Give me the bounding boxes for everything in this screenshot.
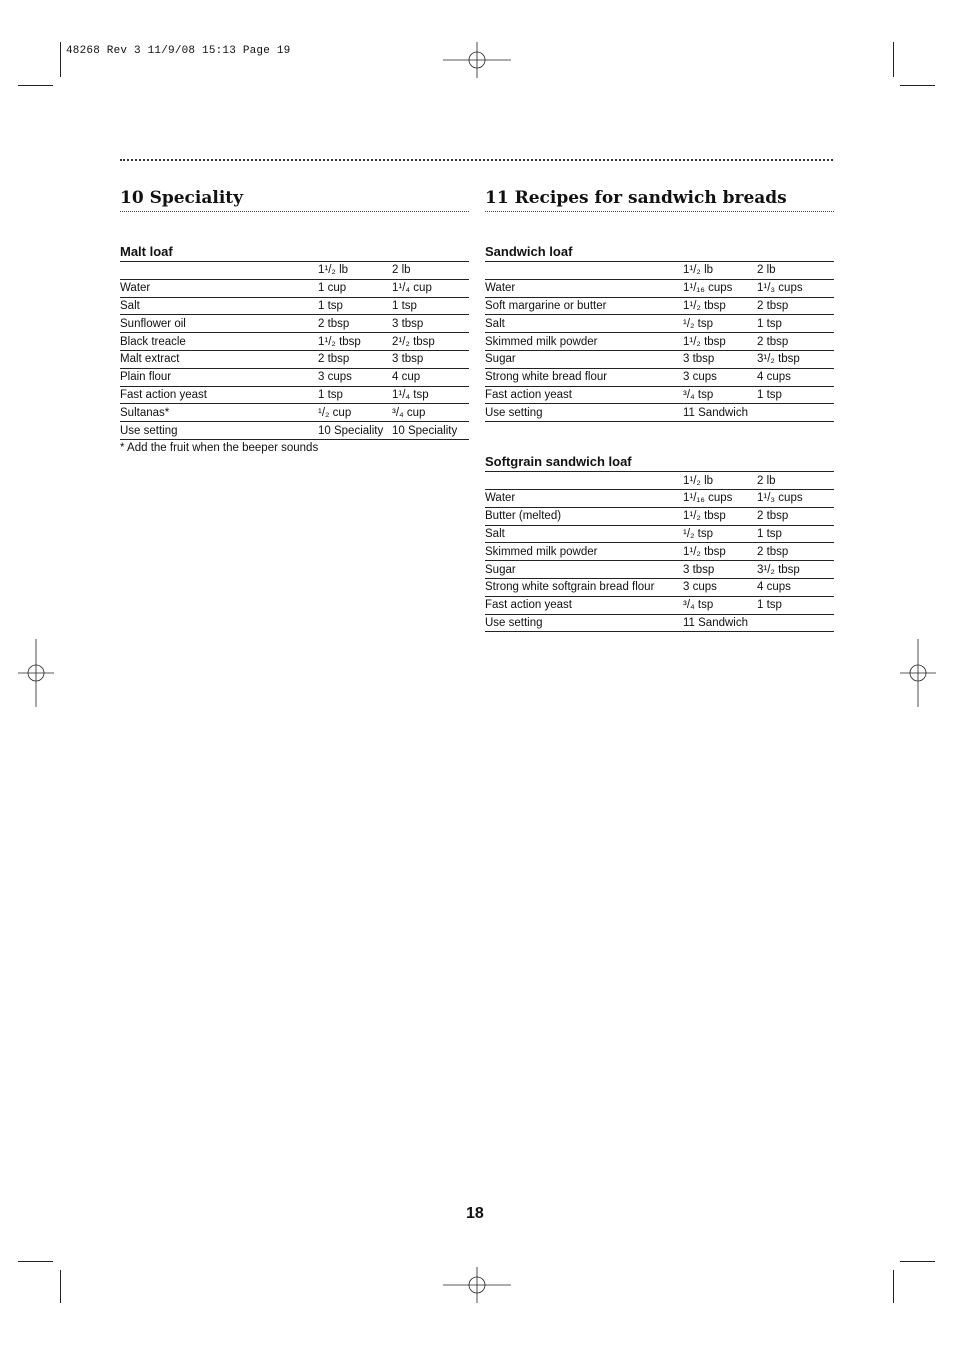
right-column	[485, 188, 834, 632]
quantity-cell: 2 tbsp	[757, 543, 834, 561]
table-row	[485, 350, 834, 368]
ingredient-cell: Use setting	[485, 404, 683, 422]
ingredient-cell: Fast action yeast	[485, 386, 683, 404]
quantity-cell: 2 tbsp	[318, 350, 392, 368]
quantity-cell: 3 cups	[683, 578, 757, 596]
quantity-cell: 1¹/₁₆ cups	[683, 489, 757, 507]
table-row	[120, 333, 469, 351]
recipe-softgrain-sandwich-loaf	[485, 454, 834, 632]
table-row	[120, 279, 469, 297]
table-row	[120, 368, 469, 386]
ingredient-cell: Fast action yeast	[485, 596, 683, 614]
recipe-sandwich-loaf	[485, 244, 834, 422]
quantity-cell: ³/₄ tsp	[683, 596, 757, 614]
table-row	[485, 614, 834, 632]
ingredient-cell: Salt	[485, 525, 683, 543]
ingredient-cell: Sunflower oil	[120, 315, 318, 333]
left-column	[120, 188, 469, 454]
table-row	[120, 315, 469, 333]
recipe-table	[485, 261, 834, 422]
registration-mark-bottom	[443, 1251, 511, 1319]
table-row	[120, 297, 469, 315]
quantity-cell	[757, 404, 834, 422]
ingredient-cell: Salt	[120, 297, 318, 315]
table-header-row	[120, 262, 469, 280]
quantity-cell: 4 cups	[757, 368, 834, 386]
ingredient-cell: Black treacle	[120, 333, 318, 351]
quantity-cell: 1¹/₄ cup	[392, 279, 469, 297]
ingredient-cell: Butter (melted)	[485, 507, 683, 525]
ingredient-cell: Water	[485, 279, 683, 297]
quantity-cell: 1 tsp	[757, 386, 834, 404]
ingredient-cell: Skimmed milk powder	[485, 543, 683, 561]
registration-mark-top	[443, 26, 511, 94]
table-row	[485, 543, 834, 561]
quantity-cell: 11 Sandwich	[683, 404, 757, 422]
quantity-cell: 1¹/₄ tsp	[392, 386, 469, 404]
recipe-footnote: * Add the fruit when the beeper sounds	[120, 441, 319, 454]
table-row	[485, 315, 834, 333]
ingredient-cell: Sugar	[485, 561, 683, 579]
quantity-cell: ¹/₂ tsp	[683, 525, 757, 543]
table-cell: 1¹/₂ lb	[683, 262, 757, 280]
table-cell: 1¹/₂ lb	[318, 262, 392, 280]
quantity-cell: 2¹/₂ tbsp	[392, 333, 469, 351]
quantity-cell: 1 tsp	[392, 297, 469, 315]
table-row	[485, 297, 834, 315]
quantity-cell: 3¹/₂ tbsp	[757, 561, 834, 579]
table-cell: 2 lb	[757, 262, 834, 280]
quantity-cell: ³/₄ cup	[392, 404, 469, 422]
quantity-cell: 3¹/₂ tbsp	[757, 350, 834, 368]
table-cell: 2 lb	[392, 262, 469, 280]
table-cell: 2 lb	[757, 472, 834, 490]
quantity-cell: 3 tbsp	[683, 350, 757, 368]
ingredient-cell: Plain flour	[120, 368, 318, 386]
table-header-row	[485, 262, 834, 280]
ingredient-cell: Sugar	[485, 350, 683, 368]
table-row	[485, 561, 834, 579]
recipe-title: Softgrain sandwich loaf	[485, 454, 632, 470]
quantity-cell: 1¹/₂ tbsp	[683, 543, 757, 561]
ingredient-cell: Fast action yeast	[120, 386, 318, 404]
quantity-cell: ¹/₂ tsp	[683, 315, 757, 333]
quantity-cell: 1 tsp	[318, 386, 392, 404]
recipe-title: Malt loaf	[120, 244, 173, 259]
registration-mark-left	[2, 639, 70, 707]
quantity-cell: 2 tbsp	[757, 297, 834, 315]
quantity-cell: 1¹/₂ tbsp	[683, 507, 757, 525]
table-cell	[120, 262, 318, 280]
quantity-cell: 1¹/₃ cups	[757, 489, 834, 507]
quantity-cell	[757, 614, 834, 632]
quantity-cell: 1¹/₃ cups	[757, 279, 834, 297]
ingredient-cell: Skimmed milk powder	[485, 333, 683, 351]
section-title-speciality: 10 Speciality	[120, 188, 469, 212]
quantity-cell: 10 Speciality	[318, 422, 392, 440]
ingredient-cell: Use setting	[120, 422, 318, 440]
quantity-cell: ¹/₂ cup	[318, 404, 392, 422]
table-row	[120, 404, 469, 422]
table-row	[485, 368, 834, 386]
table-row	[485, 404, 834, 422]
recipe-malt-loaf	[120, 244, 469, 454]
recipe-table	[120, 261, 469, 440]
top-dotted-rule	[120, 159, 833, 161]
quantity-cell: ³/₄ tsp	[683, 386, 757, 404]
table-cell	[485, 262, 683, 280]
page-number: 18	[466, 1205, 484, 1222]
quantity-cell: 3 tbsp	[392, 315, 469, 333]
table-row	[485, 279, 834, 297]
table-row	[485, 596, 834, 614]
quantity-cell: 4 cups	[757, 578, 834, 596]
quantity-cell: 1 tsp	[757, 315, 834, 333]
quantity-cell: 1 tsp	[318, 297, 392, 315]
quantity-cell: 1 cup	[318, 279, 392, 297]
section-title-sandwich-breads: 11 Recipes for sandwich breads	[485, 188, 834, 212]
recipe-table	[485, 471, 834, 632]
quantity-cell: 11 Sandwich	[683, 614, 757, 632]
ingredient-cell: Water	[120, 279, 318, 297]
quantity-cell: 1¹/₂ tbsp	[683, 297, 757, 315]
table-row	[485, 525, 834, 543]
quantity-cell: 10 Speciality	[392, 422, 469, 440]
table-cell	[485, 472, 683, 490]
quantity-cell: 1¹/₂ tbsp	[318, 333, 392, 351]
quantity-cell: 1 tsp	[757, 596, 834, 614]
table-row	[485, 489, 834, 507]
table-row	[485, 507, 834, 525]
table-cell: 1¹/₂ lb	[683, 472, 757, 490]
quantity-cell: 3 cups	[683, 368, 757, 386]
quantity-cell: 2 tbsp	[318, 315, 392, 333]
print-slug: 48268 Rev 3 11/9/08 15:13 Page 19	[66, 45, 291, 57]
quantity-cell: 3 cups	[318, 368, 392, 386]
ingredient-cell: Strong white bread flour	[485, 368, 683, 386]
recipe-title: Sandwich loaf	[485, 244, 573, 259]
quantity-cell: 1¹/₂ tbsp	[683, 333, 757, 351]
table-row	[485, 333, 834, 351]
ingredient-cell: Soft margarine or butter	[485, 297, 683, 315]
table-row	[120, 350, 469, 368]
ingredient-cell: Sultanas*	[120, 404, 318, 422]
table-row	[485, 386, 834, 404]
table-row	[120, 386, 469, 404]
quantity-cell: 3 tbsp	[683, 561, 757, 579]
registration-mark-right	[884, 639, 952, 707]
table-row	[485, 578, 834, 596]
ingredient-cell: Strong white softgrain bread flour	[485, 578, 683, 596]
quantity-cell: 1¹/₁₆ cups	[683, 279, 757, 297]
quantity-cell: 2 tbsp	[757, 507, 834, 525]
quantity-cell: 3 tbsp	[392, 350, 469, 368]
quantity-cell: 2 tbsp	[757, 333, 834, 351]
quantity-cell: 4 cup	[392, 368, 469, 386]
table-header-row	[485, 472, 834, 490]
table-row	[120, 422, 469, 440]
ingredient-cell: Salt	[485, 315, 683, 333]
ingredient-cell: Use setting	[485, 614, 683, 632]
quantity-cell: 1 tsp	[757, 525, 834, 543]
ingredient-cell: Water	[485, 489, 683, 507]
ingredient-cell: Malt extract	[120, 350, 318, 368]
